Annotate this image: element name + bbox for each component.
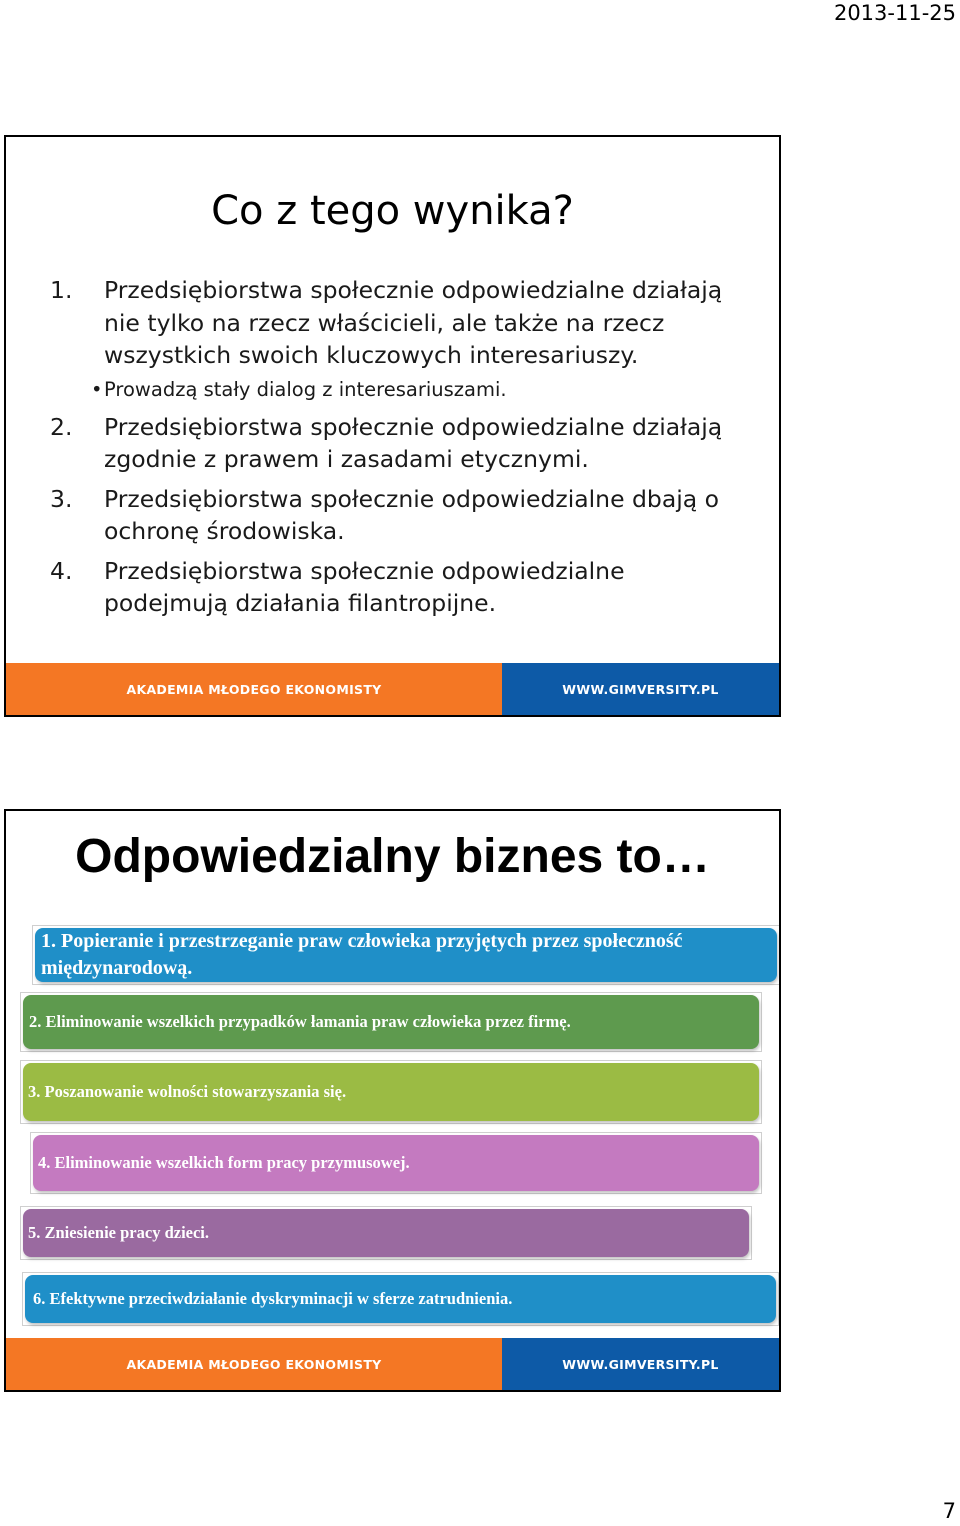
list-item-text: Przedsiębiorstwa społecznie odpowiedzialne działają nie tylko na rzecz właścicieli, ale także na rzecz wszystkich swoich kluczowych interesariuszy. xyxy=(104,276,723,369)
principle-text: 6. Efektywne przeciwdziałanie dyskryminacji w sferze zatrudnienia. xyxy=(33,1289,513,1308)
principle-bar-6 xyxy=(25,1275,776,1323)
slide-1-title: Co z tego wynika? xyxy=(211,188,574,234)
principle-bar-1 xyxy=(35,928,777,982)
list-item-number: 3. xyxy=(50,484,73,513)
principle-bar-3 xyxy=(23,1063,759,1121)
principle-text: 4. Eliminowanie wszelkich form pracy przymusowej. xyxy=(38,1153,410,1172)
slide-1-list xyxy=(50,274,750,627)
list-item-text: Przedsiębiorstwa społecznie odpowiedzialne działają zgodnie z prawem i zasadami etycznymi. xyxy=(104,412,723,473)
list-item-number: 4. xyxy=(50,556,73,585)
footer-academy-label: AKADEMIA MŁODEGO EKONOMISTY xyxy=(6,663,502,715)
slide-2-title: Odpowiedzialny biznes to… xyxy=(75,830,710,883)
principle-bar-5 xyxy=(23,1209,749,1257)
list-item xyxy=(50,411,750,476)
principle-text: 2. Eliminowanie wszelkich przypadków łamania praw człowieka przez firmę. xyxy=(29,1012,571,1031)
list-item-text: Przedsiębiorstwa społecznie odpowiedzialne dbają o ochronę środowiska. xyxy=(104,484,720,545)
slide-1 xyxy=(4,135,781,717)
list-item-number: 2. xyxy=(50,412,73,441)
list-item xyxy=(50,274,750,372)
slide-2 xyxy=(4,809,781,1392)
list-item xyxy=(50,555,750,620)
principle-text: 3. Poszanowanie wolności stowarzyszania się. xyxy=(28,1082,347,1101)
sub-bullet-item xyxy=(50,375,750,405)
slide-footer xyxy=(6,663,779,715)
page-date: 2013-11-25 xyxy=(833,1,956,25)
principle-text: 1. Popieranie i przestrzeganie praw człowieka przyjętych przez społeczność międzynarodową. xyxy=(41,930,683,979)
list-item-number: 1. xyxy=(50,276,73,304)
principle-text: 5. Zniesienie pracy dzieci. xyxy=(28,1223,210,1242)
page-number: 7 xyxy=(942,1499,956,1523)
principle-bar-2 xyxy=(23,995,759,1049)
footer-website-link[interactable]: WWW.GIMVERSITY.PL xyxy=(502,663,779,715)
list-item-text: Przedsiębiorstwa społecznie odpowiedzialne podejmują działania filantropijne. xyxy=(104,556,625,617)
footer-website-link[interactable]: WWW.GIMVERSITY.PL xyxy=(502,1338,779,1390)
bullet-dot-icon: • xyxy=(91,377,103,401)
list-item xyxy=(50,483,750,548)
slide-footer xyxy=(6,1338,779,1390)
principle-bar-4 xyxy=(33,1135,759,1191)
footer-academy-label: AKADEMIA MŁODEGO EKONOMISTY xyxy=(6,1338,502,1390)
sub-bullet-text: Prowadzą stały dialog z interesariuszami. xyxy=(104,377,507,401)
